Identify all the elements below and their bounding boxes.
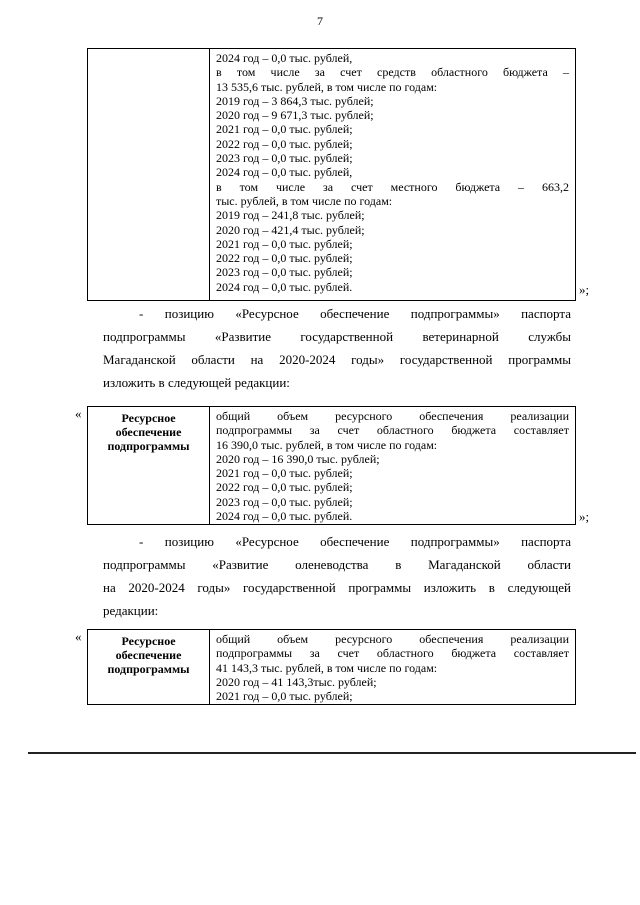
funding-text-cell — [210, 407, 576, 525]
text-line: 2020 год – 16 390,0 тыс. рублей; — [216, 451, 380, 466]
resource-label-cell — [88, 630, 210, 705]
text-line: 2019 год – 241,8 тыс. рублей; — [216, 208, 365, 223]
text-line: 2021 год – 0,0 тыс. рублей; — [216, 689, 353, 704]
paragraph-line: редакции: — [103, 603, 159, 618]
text-line: тыс. рублей, в том числе по годам: — [216, 193, 393, 208]
label-line: подпрограммы — [107, 439, 190, 453]
text-line: 2021 год – 0,0 тыс. рублей; — [216, 236, 353, 251]
text-line: 2022 год – 0,0 тыс. рублей; — [216, 251, 353, 266]
paragraph-line: на 2020-2024 годы» государственной программы изложить в следующей — [103, 580, 571, 595]
paragraph-line: изложить в следующей редакции: — [103, 375, 290, 390]
text-line: 2020 год – 41 143,3тыс. рублей; — [216, 674, 377, 689]
text-line: 2021 год – 0,0 тыс. рублей; — [216, 466, 353, 481]
paragraph-line: - позицию «Ресурсное обеспечение подпрограммы» паспорта — [139, 306, 571, 321]
text-line: 2024 год – 0,0 тыс. рублей, — [216, 165, 353, 180]
text-line: в том числе за счет местного бюджета – 663,2 — [216, 179, 569, 194]
opening-quote: « — [75, 629, 82, 644]
paragraph-line: подпрограммы «Развитие государственной ветеринарной службы — [103, 329, 571, 344]
label-line: Ресурсное — [121, 411, 176, 425]
text-line: 2022 год – 0,0 тыс. рублей; — [216, 480, 353, 495]
text-line: 13 535,6 тыс. рублей, в том числе по годам: — [216, 79, 438, 94]
text-line: общий объем ресурсного обеспечения реализации — [216, 632, 569, 646]
paragraph-line: Магаданской области на 2020-2024 годы» государственной программы — [103, 352, 571, 367]
label-line: обеспечение — [115, 425, 182, 439]
text-line: 2020 год – 421,4 тыс. рублей; — [216, 222, 365, 237]
text-line: в том числе за счет средств областного бюджета – — [216, 65, 569, 80]
closing-quote: »; — [579, 509, 590, 524]
label-line: подпрограммы — [107, 662, 190, 676]
text-line: 16 390,0 тыс. рублей, в том числе по годам: — [216, 437, 438, 452]
resource-table-veterinary — [87, 406, 576, 525]
text-line: 2022 год – 0,0 тыс. рублей; — [216, 136, 353, 151]
page-number: 7 — [317, 14, 323, 28]
resource-label-cell — [88, 407, 210, 525]
text-line: подпрограммы за счет областного бюджета составляет — [216, 423, 569, 438]
text-line: подпрограммы за счет областного бюджета составляет — [216, 646, 569, 661]
funding-text-cell — [210, 630, 576, 705]
text-line: 2019 год – 3 864,3 тыс. рублей; — [216, 93, 374, 108]
text-line: 2023 год – 0,0 тыс. рублей; — [216, 265, 353, 280]
paragraph-line: - позицию «Ресурсное обеспечение подпрограммы» паспорта — [139, 534, 571, 549]
text-line: 2024 год – 0,0 тыс. рублей, — [216, 51, 353, 65]
resource-table-reindeer — [87, 629, 576, 705]
closing-quote: »; — [579, 282, 590, 297]
text-line: 2023 год – 0,0 тыс. рублей; — [216, 494, 353, 509]
label-cell-empty — [88, 49, 210, 301]
instruction-paragraph — [103, 302, 571, 394]
instruction-paragraph — [103, 530, 571, 622]
paragraph-line: подпрограммы «Развитие оленеводства в Магаданской области — [103, 557, 571, 572]
text-line: 2023 год – 0,0 тыс. рублей; — [216, 151, 353, 166]
text-line: 41 143,3 тыс. рублей, в том числе по годам: — [216, 660, 438, 675]
text-line: 2024 год – 0,0 тыс. рублей. — [216, 509, 353, 524]
text-line: 2021 год – 0,0 тыс. рублей; — [216, 122, 353, 137]
funding-text-cell — [210, 49, 576, 301]
text-line: 2020 год – 9 671,3 тыс. рублей; — [216, 108, 374, 123]
text-line: общий объем ресурсного обеспечения реализации — [216, 409, 569, 423]
opening-quote: « — [75, 406, 82, 421]
label-line: обеспечение — [115, 648, 182, 662]
text-line: 2024 год – 0,0 тыс. рублей. — [216, 279, 353, 294]
label-line: Ресурсное — [121, 634, 176, 648]
page-bottom-rule — [28, 752, 636, 754]
resource-table-continued — [87, 48, 576, 301]
